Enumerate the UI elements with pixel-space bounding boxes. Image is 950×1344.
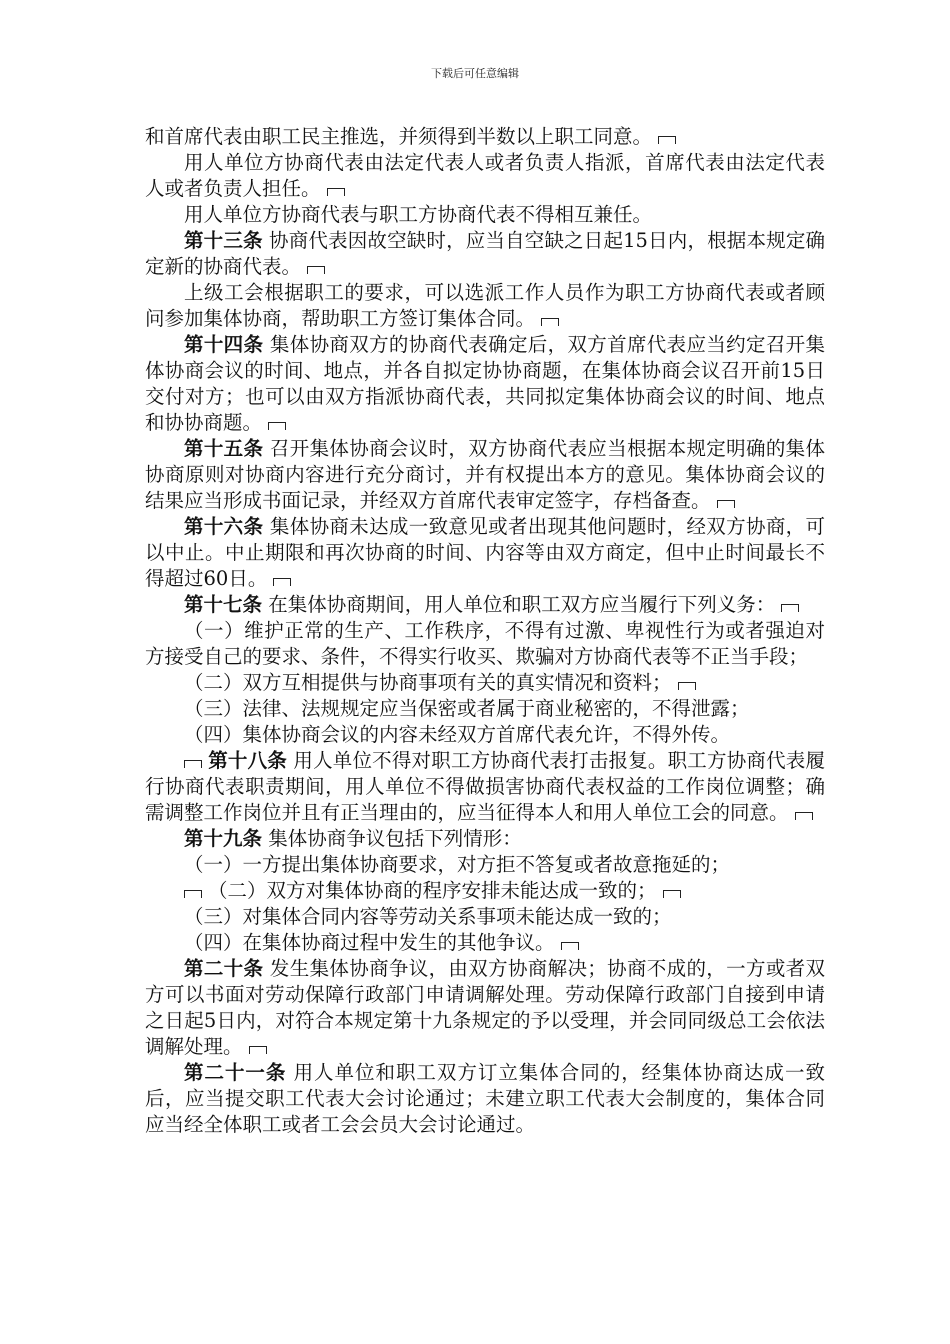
paragraph-text: 集体协商双方的协商代表确定后，双方首席代表应当约定召开集体协商会议的时间、地点，并各自拟定协协商题，在集体协商会议召开前15日交付对方；也可以由双方指派协商代表，共同拟定集体协商会议的时间、地点和协协商题。 — [145, 333, 825, 434]
paragraph — [145, 228, 825, 280]
paragraph-mark-icon — [273, 578, 291, 586]
page-header: 下载后可任意编辑 — [431, 67, 519, 80]
paragraph-mark-icon — [717, 500, 735, 508]
paragraph — [145, 150, 825, 202]
paragraph — [145, 696, 825, 722]
paragraph-text: （一）一方提出集体协商要求，对方拒不答复或者故意拖延的； — [184, 853, 731, 876]
paragraph — [145, 826, 825, 852]
paragraph-text: （三）对集体合同内容等劳动关系事项未能达成一致的； — [184, 905, 672, 928]
article-number: 第十七条 — [184, 593, 263, 616]
paragraph-mark-icon — [795, 812, 813, 820]
paragraph-text: （三）法律、法规规定应当保密或者属于商业秘密的，不得泄露； — [184, 697, 750, 720]
article-number: 第十五条 — [184, 437, 264, 460]
paragraph-mark-icon — [541, 318, 559, 326]
paragraph — [145, 592, 825, 618]
paragraph-mark-icon — [307, 266, 325, 274]
paragraph-text: （二）双方互相提供与协商事项有关的真实情况和资料； — [184, 671, 672, 694]
paragraph — [145, 852, 825, 878]
paragraph-mark-icon — [327, 188, 345, 196]
paragraph-text: 上级工会根据职工的要求，可以选派工作人员作为职工方协商代表或者顾问参加集体协商，帮助职工方签订集体合同。 — [145, 281, 825, 330]
paragraph-mark-icon — [781, 604, 799, 612]
paragraph-text: 用人单位不得对职工方协商代表打击报复。职工方协商代表履行协商代表职责期间，用人单位不得做损害协商代表权益的工作岗位调整；确需调整工作岗位并且有正当理由的，应当征得本人和用人单位工会的同意。 — [145, 749, 825, 824]
paragraph-text: 用人单位方协商代表与职工方协商代表不得相互兼任。 — [184, 203, 653, 226]
paragraph — [145, 332, 825, 436]
article-number: 第十六条 — [184, 515, 264, 538]
paragraph — [145, 202, 825, 228]
paragraph — [145, 930, 825, 956]
paragraph — [145, 124, 825, 150]
article-number: 第十三条 — [184, 229, 263, 252]
paragraph-mark-icon — [184, 890, 202, 898]
paragraph-mark-icon — [663, 890, 681, 898]
paragraph — [145, 436, 825, 514]
paragraph-text: （四）集体协商会议的内容未经双方首席代表允许，不得外传。 — [184, 723, 731, 746]
paragraph — [145, 956, 825, 1060]
paragraph-text: （一）维护正常的生产、工作秩序，不得有过激、卑视性行为或者强迫对方接受自己的要求、条件，不得实行收买、欺骗对方协商代表等不正当手段； — [145, 619, 825, 668]
paragraph-mark-icon — [249, 1046, 267, 1054]
paragraph — [145, 748, 825, 826]
paragraph-text: 集体协商争议包括下列情形： — [262, 827, 522, 850]
paragraph — [145, 904, 825, 930]
paragraph-mark-icon — [678, 682, 696, 690]
paragraph-mark-icon — [184, 760, 202, 768]
article-number: 第二十条 — [184, 957, 264, 980]
paragraph-text: （二）双方对集体协商的程序安排未能达成一致的； — [208, 879, 657, 902]
article-number: 第十八条 — [208, 749, 287, 772]
article-number: 第十九条 — [184, 827, 263, 850]
paragraph-text: 协商代表因故空缺时，应当自空缺之日起15日内，根据本规定确定新的协商代表。 — [145, 229, 825, 278]
paragraph-text: 用人单位方协商代表由法定代表人或者负责人指派，首席代表由法定代表人或者负责人担任。 — [145, 151, 825, 200]
paragraph-text: （四）在集体协商过程中发生的其他争议。 — [184, 931, 555, 954]
paragraph-text: 发生集体协商争议，由双方协商解决；协商不成的，一方或者双方可以书面对劳动保障行政部门申请调解处理。劳动保障行政部门自接到申请之日起5日内，对符合本规定第十九条规定的予以受理，并会同同级总工会依法调解处理。 — [145, 957, 825, 1058]
article-number: 第十四条 — [184, 333, 264, 356]
paragraph — [145, 670, 825, 696]
paragraph — [145, 618, 825, 670]
paragraph-mark-icon — [658, 136, 676, 144]
paragraph — [145, 280, 825, 332]
paragraph — [145, 878, 825, 904]
paragraph-text: 召开集体协商会议时，双方协商代表应当根据本规定明确的集体协商原则对协商内容进行充分商讨，并有权提出本方的意见。集体协商会议的结果应当形成书面记录，并经双方首席代表审定签字，存档备查。 — [145, 437, 825, 512]
paragraph — [145, 1060, 825, 1138]
document-body — [145, 124, 825, 1138]
paragraph-mark-icon — [268, 422, 286, 430]
paragraph — [145, 514, 825, 592]
paragraph-text: 和首席代表由职工民主推选，并须得到半数以上职工同意。 — [145, 125, 653, 148]
paragraph — [145, 722, 825, 748]
paragraph-text: 集体协商未达成一致意见或者出现其他问题时，经双方协商，可以中止。中止期限和再次协商的时间、内容等由双方商定，但中止时间最长不得超过60日。 — [145, 515, 825, 590]
paragraph-text: 在集体协商期间，用人单位和职工双方应当履行下列义务： — [262, 593, 776, 616]
article-number: 第二十一条 — [184, 1061, 287, 1084]
paragraph-mark-icon — [561, 942, 579, 950]
paragraph-text: 用人单位和职工双方订立集体合同的，经集体协商达成一致后，应当提交职工代表大会讨论通过；未建立职工代表大会制度的，集体合同应当经全体职工或者工会会员大会讨论通过。 — [145, 1061, 825, 1136]
